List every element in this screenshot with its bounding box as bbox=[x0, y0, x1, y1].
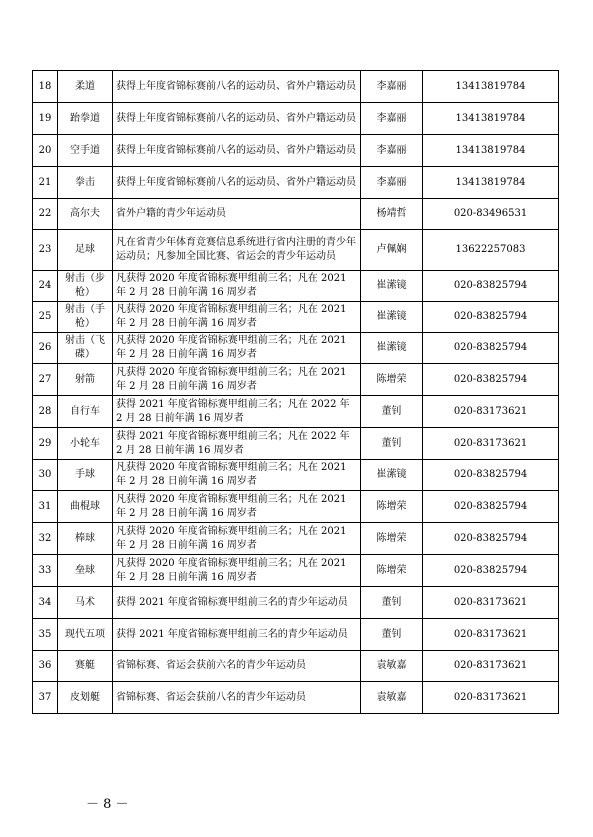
sport-name: 射箭 bbox=[58, 364, 113, 396]
eligibility-condition: 省锦标赛、省运会获前八名的青少年运动员 bbox=[113, 682, 361, 714]
table-row bbox=[33, 302, 559, 333]
eligibility-condition: 凡在省青少年体育竞赛信息系统进行省内注册的青少年运动员；凡参加全国比赛、省运会的青少年运动员 bbox=[113, 230, 361, 271]
table-row bbox=[33, 71, 559, 103]
row-number: 28 bbox=[33, 396, 58, 428]
contact-person: 董钊 bbox=[361, 428, 423, 460]
eligibility-condition: 凡获得 2020 年度省锦标赛甲组前三名；凡在 2021 年 2 月 28 日前年满 16 周岁者 bbox=[113, 523, 361, 555]
contact-phone: 13413819784 bbox=[423, 167, 559, 199]
row-number: 19 bbox=[33, 103, 58, 135]
contact-person: 董钊 bbox=[361, 396, 423, 428]
contact-phone: 020-83173621 bbox=[423, 587, 559, 619]
sport-name: 马术 bbox=[58, 587, 113, 619]
sport-name: 空手道 bbox=[58, 135, 113, 167]
row-number: 35 bbox=[33, 619, 58, 651]
contact-phone: 020-83825794 bbox=[423, 333, 559, 364]
row-number: 37 bbox=[33, 682, 58, 714]
row-number: 23 bbox=[33, 230, 58, 271]
page-number: － 8 － bbox=[86, 797, 129, 812]
row-number: 18 bbox=[33, 71, 58, 103]
contact-phone: 020-83825794 bbox=[423, 460, 559, 491]
contact-phone: 020-83173621 bbox=[423, 396, 559, 428]
eligibility-condition: 凡获得 2020 年度省锦标赛甲组前三名；凡在 2021 年 2 月 28 日前年满 16 周岁者 bbox=[113, 271, 361, 302]
sport-name: 曲棍球 bbox=[58, 491, 113, 523]
contact-person: 李嘉丽 bbox=[361, 167, 423, 199]
eligibility-condition: 获得 2021 年度省锦标赛甲组前三名的青少年运动员 bbox=[113, 587, 361, 619]
sport-name: 跆拳道 bbox=[58, 103, 113, 135]
table-row bbox=[33, 523, 559, 555]
contact-phone: 020-83173621 bbox=[423, 619, 559, 651]
table-row bbox=[33, 271, 559, 302]
eligibility-condition: 获得 2021 年度省锦标赛甲组前三名的青少年运动员 bbox=[113, 619, 361, 651]
row-number: 30 bbox=[33, 460, 58, 491]
eligibility-condition: 省锦标赛、省运会获前六名的青少年运动员 bbox=[113, 651, 361, 682]
eligibility-condition: 凡获得 2020 年度省锦标赛甲组前三名；凡在 2021 年 2 月 28 日前年满 16 周岁者 bbox=[113, 555, 361, 587]
table-row bbox=[33, 199, 559, 230]
contact-person: 李嘉丽 bbox=[361, 71, 423, 103]
contact-phone: 020-83173621 bbox=[423, 651, 559, 682]
row-number: 31 bbox=[33, 491, 58, 523]
contact-phone: 13622257083 bbox=[423, 230, 559, 271]
contact-phone: 020-83825794 bbox=[423, 271, 559, 302]
eligibility-condition: 凡获得 2020 年度省锦标赛甲组前三名；凡在 2021 年 2 月 28 日前年满 16 周岁者 bbox=[113, 333, 361, 364]
table-row bbox=[33, 619, 559, 651]
sport-name: 射击（步枪） bbox=[58, 271, 113, 302]
sport-name: 垒球 bbox=[58, 555, 113, 587]
contact-person: 李嘉丽 bbox=[361, 135, 423, 167]
row-number: 24 bbox=[33, 271, 58, 302]
table-row bbox=[33, 364, 559, 396]
eligibility-condition: 凡获得 2020 年度省锦标赛甲组前三名；凡在 2021 年 2 月 28 日前年满 16 周岁者 bbox=[113, 460, 361, 491]
eligibility-condition: 省外户籍的青少年运动员 bbox=[113, 199, 361, 230]
table-row bbox=[33, 230, 559, 271]
contact-person: 陈增荣 bbox=[361, 555, 423, 587]
contact-person: 陈增荣 bbox=[361, 364, 423, 396]
row-number: 32 bbox=[33, 523, 58, 555]
table-row bbox=[33, 428, 559, 460]
contact-person: 董钊 bbox=[361, 619, 423, 651]
table-row bbox=[33, 396, 559, 428]
eligibility-condition: 获得 2021 年度省锦标赛甲组前三名；凡在 2022 年 2 月 28 日前年满 16 周岁者 bbox=[113, 396, 361, 428]
row-number: 33 bbox=[33, 555, 58, 587]
contact-person: 董钊 bbox=[361, 587, 423, 619]
eligibility-condition: 凡获得 2020 年度省锦标赛甲组前三名；凡在 2021 年 2 月 28 日前年满 16 周岁者 bbox=[113, 491, 361, 523]
table-row bbox=[33, 135, 559, 167]
contact-phone: 13413819784 bbox=[423, 103, 559, 135]
table-row bbox=[33, 103, 559, 135]
table-row bbox=[33, 491, 559, 523]
row-number: 25 bbox=[33, 302, 58, 333]
row-number: 36 bbox=[33, 651, 58, 682]
sport-name: 射击（手枪） bbox=[58, 302, 113, 333]
table-row bbox=[33, 333, 559, 364]
contact-phone: 020-83825794 bbox=[423, 491, 559, 523]
table-row bbox=[33, 555, 559, 587]
eligibility-condition: 获得上年度省锦标赛前八名的运动员、省外户籍运动员 bbox=[113, 103, 361, 135]
contact-person: 杨靖哲 bbox=[361, 199, 423, 230]
row-number: 27 bbox=[33, 364, 58, 396]
row-number: 34 bbox=[33, 587, 58, 619]
eligibility-condition: 获得上年度省锦标赛前八名的运动员、省外户籍运动员 bbox=[113, 167, 361, 199]
row-number: 21 bbox=[33, 167, 58, 199]
table-row bbox=[33, 167, 559, 199]
contact-phone: 020-83825794 bbox=[423, 302, 559, 333]
contact-person: 崔潆镜 bbox=[361, 302, 423, 333]
row-number: 29 bbox=[33, 428, 58, 460]
contact-phone: 020-83825794 bbox=[423, 523, 559, 555]
eligibility-condition: 获得上年度省锦标赛前八名的运动员、省外户籍运动员 bbox=[113, 135, 361, 167]
table-row bbox=[33, 682, 559, 714]
contact-phone: 13413819784 bbox=[423, 135, 559, 167]
contact-phone: 020-83173621 bbox=[423, 682, 559, 714]
contact-person: 陈增荣 bbox=[361, 523, 423, 555]
sport-name: 拳击 bbox=[58, 167, 113, 199]
sport-name: 高尔夫 bbox=[58, 199, 113, 230]
table-row bbox=[33, 651, 559, 682]
sport-name: 皮划艇 bbox=[58, 682, 113, 714]
sport-name: 小轮车 bbox=[58, 428, 113, 460]
eligibility-condition: 获得 2021 年度省锦标赛甲组前三名；凡在 2022 年 2 月 28 日前年满 16 周岁者 bbox=[113, 428, 361, 460]
registration-table bbox=[32, 70, 559, 714]
sport-name: 射击（飞碟） bbox=[58, 333, 113, 364]
row-number: 20 bbox=[33, 135, 58, 167]
eligibility-condition: 获得上年度省锦标赛前八名的运动员、省外户籍运动员 bbox=[113, 71, 361, 103]
sport-name: 现代五项 bbox=[58, 619, 113, 651]
contact-person: 崔潆镜 bbox=[361, 460, 423, 491]
contact-person: 李嘉丽 bbox=[361, 103, 423, 135]
contact-person: 陈增荣 bbox=[361, 491, 423, 523]
table-row bbox=[33, 587, 559, 619]
eligibility-condition: 凡获得 2020 年度省锦标赛甲组前三名；凡在 2021 年 2 月 28 日前年满 16 周岁者 bbox=[113, 302, 361, 333]
contact-phone: 13413819784 bbox=[423, 71, 559, 103]
contact-person: 袁敏嘉 bbox=[361, 651, 423, 682]
sport-name: 赛艇 bbox=[58, 651, 113, 682]
contact-person: 崔潆镜 bbox=[361, 271, 423, 302]
sport-name: 柔道 bbox=[58, 71, 113, 103]
row-number: 22 bbox=[33, 199, 58, 230]
contact-phone: 020-83496531 bbox=[423, 199, 559, 230]
sport-name: 手球 bbox=[58, 460, 113, 491]
contact-person: 崔潆镜 bbox=[361, 333, 423, 364]
sport-name: 足球 bbox=[58, 230, 113, 271]
sport-name: 自行车 bbox=[58, 396, 113, 428]
contact-phone: 020-83825794 bbox=[423, 364, 559, 396]
contact-person: 卢佩娴 bbox=[361, 230, 423, 271]
contact-person: 袁敏嘉 bbox=[361, 682, 423, 714]
contact-phone: 020-83825794 bbox=[423, 555, 559, 587]
contact-phone: 020-83173621 bbox=[423, 428, 559, 460]
sport-name: 棒球 bbox=[58, 523, 113, 555]
eligibility-condition: 凡获得 2020 年度省锦标赛甲组前三名；凡在 2021 年 2 月 28 日前年满 16 周岁者 bbox=[113, 364, 361, 396]
table-row bbox=[33, 460, 559, 491]
row-number: 26 bbox=[33, 333, 58, 364]
